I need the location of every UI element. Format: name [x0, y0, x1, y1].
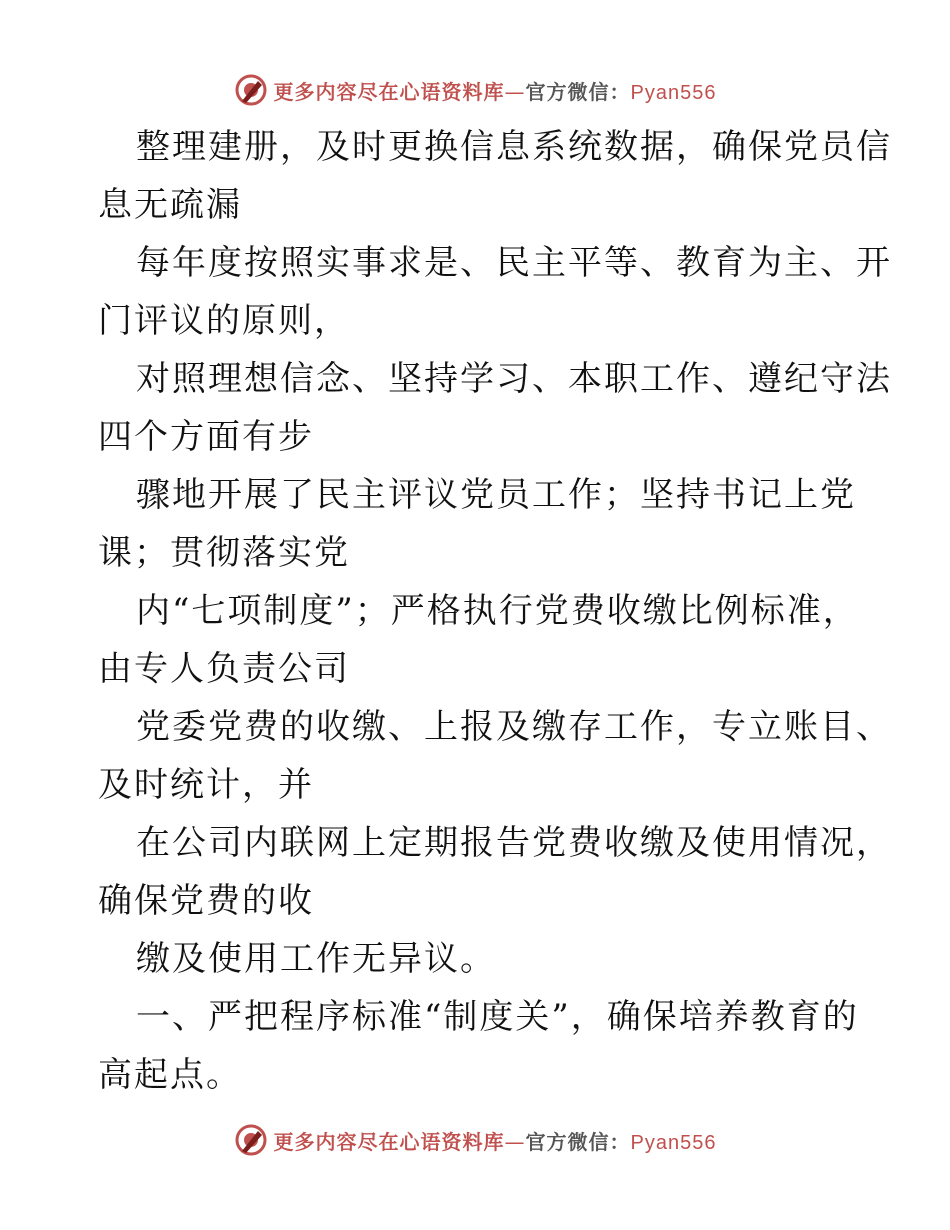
paragraph-line: 课；贯彻落实党 — [98, 533, 350, 573]
paragraph-line: 四个方面有步 — [98, 417, 314, 457]
paragraph — [98, 814, 892, 930]
paragraph-line: 由专人负责公司 — [98, 649, 350, 689]
paragraph — [98, 118, 892, 234]
paragraph-line: 在公司内联网上定期报告党费收缴及使用情况， — [136, 823, 892, 863]
paragraph — [98, 988, 858, 1104]
watermark-id: Pyan556 — [630, 81, 717, 104]
watermark-id: Pyan556 — [630, 1131, 717, 1154]
paragraph — [98, 582, 858, 698]
watermark-separator: — — [504, 79, 526, 104]
paragraph-line: 确保党费的收 — [98, 881, 314, 921]
paragraph-line: 息无疏漏 — [98, 185, 242, 225]
paragraph — [98, 930, 858, 988]
watermark-separator: — — [504, 1129, 526, 1154]
paragraph-line: 内“七项制度”；严格执行党费收缴比例标准， — [136, 591, 859, 631]
watermark-header — [0, 70, 950, 110]
paragraph-line: 一、严把程序标准“制度关”，确保培养教育的 — [136, 997, 859, 1037]
paragraph-line: 缴及使用工作无异议。 — [136, 939, 496, 979]
paragraph-line: 及时统计，并 — [98, 765, 314, 805]
watermark-brand: 更多内容尽在心语资料库 — [273, 1129, 505, 1154]
paragraph-line: 高起点。 — [98, 1055, 242, 1095]
document-body — [98, 118, 892, 1104]
watermark-brand: 更多内容尽在心语资料库 — [273, 79, 505, 104]
paragraph — [98, 698, 892, 814]
paragraph-line: 每年度按照实事求是、民主平等、教育为主、开 — [136, 243, 892, 283]
paragraph-line: 整理建册，及时更换信息系统数据，确保党员信 — [136, 127, 892, 167]
paragraph — [98, 350, 892, 466]
paragraph-line: 党委党费的收缴、上报及缴存工作，专立账目、 — [136, 707, 892, 747]
paragraph-line: 骤地开展了民主评议党员工作；坚持书记上党 — [136, 475, 856, 515]
paragraph — [98, 234, 892, 350]
paragraph-line: 门评议的原则， — [98, 301, 350, 341]
pen-logo-icon — [234, 73, 268, 107]
pen-logo-icon — [234, 1123, 268, 1157]
paragraph-line: 对照理想信念、坚持学习、本职工作、遵纪守法 — [136, 359, 892, 399]
watermark-label: 官方微信： — [525, 79, 631, 104]
paragraph — [98, 466, 858, 582]
watermark-label: 官方微信： — [525, 1129, 631, 1154]
watermark-footer — [0, 1120, 950, 1160]
